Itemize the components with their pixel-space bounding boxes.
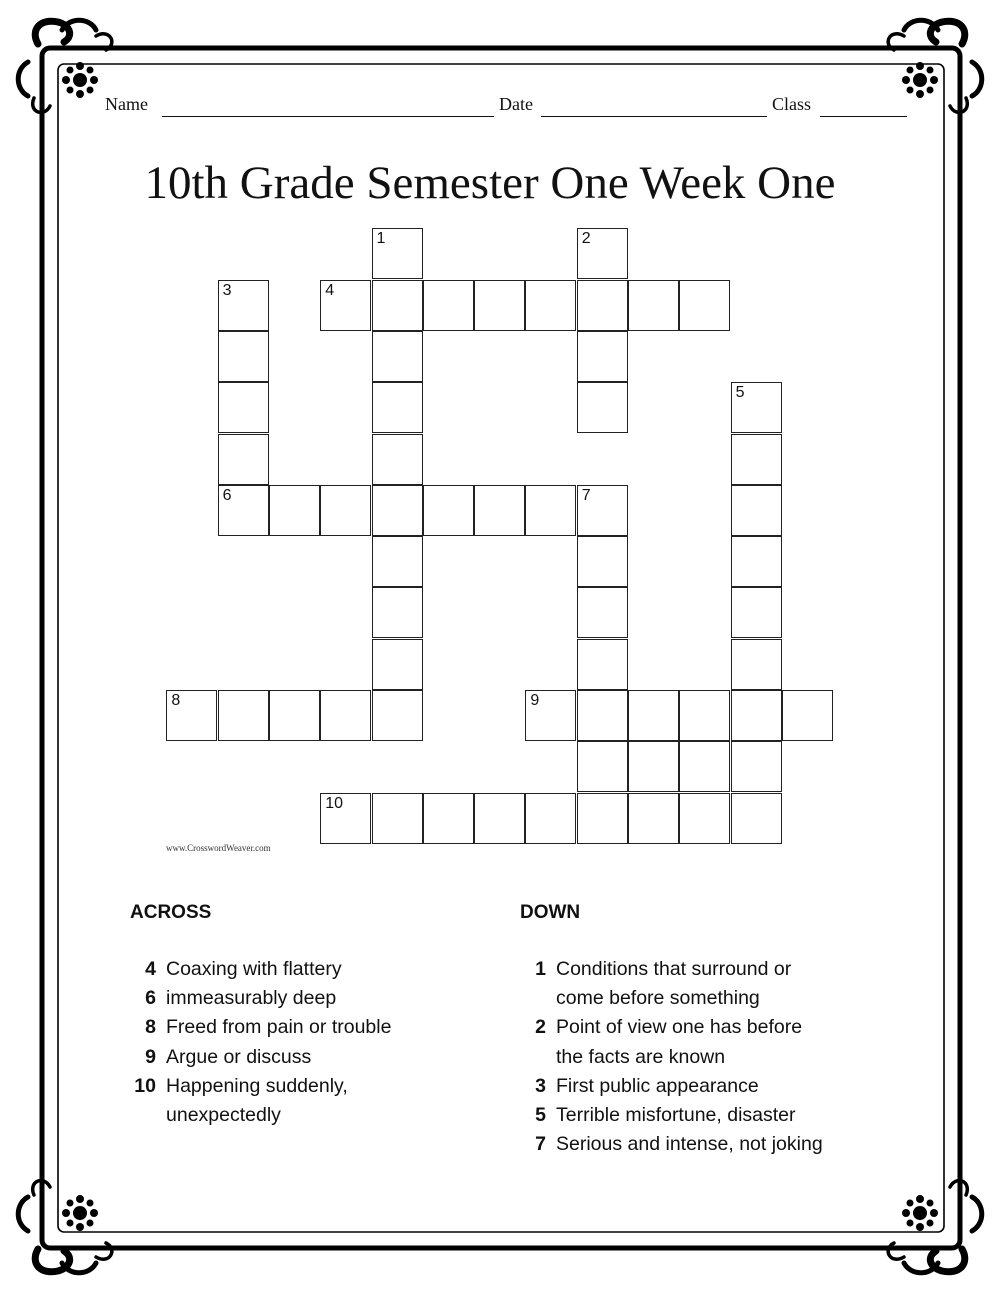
clue-text: Conditions that surround or <box>556 958 792 980</box>
grid-cell[interactable] <box>474 793 525 844</box>
grid-cell[interactable] <box>372 280 423 331</box>
grid-cell[interactable] <box>731 741 782 792</box>
grid-cell[interactable] <box>320 793 371 844</box>
grid-cell[interactable] <box>577 690 628 741</box>
clue-number: 6 <box>222 486 232 504</box>
grid-cell[interactable] <box>423 485 474 536</box>
clue-number: 8 <box>145 1016 156 1039</box>
grid-cell[interactable] <box>218 485 269 536</box>
grid-cell[interactable] <box>628 793 679 844</box>
clue-number: 3 <box>535 1074 546 1097</box>
grid-cell[interactable] <box>731 434 782 485</box>
grid-cell[interactable] <box>269 690 320 741</box>
grid-cell[interactable] <box>577 382 628 433</box>
clue-number: 8 <box>171 692 181 709</box>
grid-cell[interactable] <box>577 280 628 331</box>
grid-cell[interactable] <box>423 280 474 331</box>
clue-text: Argue or discuss <box>166 1045 312 1068</box>
page-title: 10th Grade Semester One Week One <box>144 157 836 209</box>
grid-cell[interactable] <box>731 587 782 638</box>
grid-cell[interactable] <box>731 485 782 536</box>
clue-number: 4 <box>145 958 156 980</box>
clue-number: 7 <box>535 1133 546 1156</box>
grid-cell[interactable] <box>577 331 628 382</box>
grid-cell[interactable] <box>525 280 576 331</box>
grid-cell[interactable] <box>372 793 423 844</box>
grid-cell[interactable] <box>628 741 679 792</box>
date-label: Date <box>499 94 533 114</box>
credit-text: www.CrosswordWeaver.com <box>166 843 271 853</box>
grid-cell[interactable] <box>525 793 576 844</box>
grid-cell[interactable] <box>731 536 782 587</box>
grid-cell[interactable] <box>372 639 423 690</box>
grid-cell[interactable] <box>525 485 576 536</box>
grid-cell[interactable] <box>372 434 423 485</box>
clue-number: 6 <box>145 987 156 1010</box>
clue-number: 9 <box>145 1045 156 1068</box>
clue-text: unexpectedly <box>166 1103 281 1126</box>
grid-cell[interactable] <box>372 331 423 382</box>
corner-ornament-bottom-left <box>18 1181 112 1273</box>
grid-cell[interactable] <box>218 690 269 741</box>
grid-cell[interactable] <box>577 536 628 587</box>
grid-cell[interactable] <box>218 331 269 382</box>
grid-cell[interactable] <box>782 690 833 741</box>
grid-cell[interactable] <box>577 741 628 792</box>
clue-text: Freed from pain or trouble <box>166 1016 392 1039</box>
clue-number: 1 <box>535 958 546 980</box>
grid-cell[interactable] <box>320 690 371 741</box>
grid-cell[interactable] <box>166 690 217 741</box>
clue-text: immeasurably deep <box>166 987 337 1010</box>
clue-number: 7 <box>581 486 591 504</box>
grid-cell[interactable] <box>218 280 269 331</box>
grid-cell[interactable] <box>577 793 628 844</box>
class-label: Class <box>772 94 812 114</box>
grid-cell[interactable] <box>372 228 423 279</box>
grid-cell[interactable] <box>731 690 782 741</box>
grid-cell[interactable] <box>372 485 423 536</box>
grid-cell[interactable] <box>679 280 730 331</box>
grid-cell[interactable] <box>577 639 628 690</box>
clue-text: the facts are known <box>556 1045 726 1068</box>
grid-cell[interactable] <box>731 382 782 433</box>
grid-cell[interactable] <box>628 690 679 741</box>
name-label: Name <box>105 94 148 114</box>
grid-cell[interactable] <box>679 793 730 844</box>
grid-cell[interactable] <box>525 690 576 741</box>
clue-number: 5 <box>535 1104 546 1126</box>
grid-cell[interactable] <box>628 280 679 331</box>
across-heading: ACROSS <box>130 902 212 923</box>
grid-cell[interactable] <box>269 485 320 536</box>
grid-cell[interactable] <box>372 536 423 587</box>
clue-number: 10 <box>325 794 343 812</box>
grid-cell[interactable] <box>320 280 371 331</box>
grid-cell[interactable] <box>577 228 628 279</box>
clue-text: come before something <box>556 987 760 1010</box>
clue-number: 2 <box>535 1016 546 1039</box>
grid-cell[interactable] <box>474 485 525 536</box>
grid-cell[interactable] <box>474 280 525 331</box>
grid-cell[interactable] <box>731 639 782 690</box>
grid-cell[interactable] <box>372 587 423 638</box>
grid-cell[interactable] <box>372 690 423 741</box>
clue-text: Serious and intense, not joking <box>556 1133 823 1156</box>
clue-number: 4 <box>325 281 335 299</box>
clue-text: Terrible misfortune, disaster <box>556 1104 796 1126</box>
grid-cell[interactable] <box>320 485 371 536</box>
grid-cell[interactable] <box>218 382 269 433</box>
grid-cell[interactable] <box>731 793 782 844</box>
grid-cell[interactable] <box>679 741 730 792</box>
clue-number: 3 <box>222 281 232 299</box>
grid-cell[interactable] <box>577 587 628 638</box>
grid-cell[interactable] <box>577 485 628 536</box>
grid-cell[interactable] <box>218 434 269 485</box>
clue-number: 5 <box>735 384 745 402</box>
clue-text: Point of view one has before <box>556 1016 803 1039</box>
clue-number: 1 <box>376 230 386 248</box>
grid-cell[interactable] <box>679 690 730 741</box>
clue-text: Coaxing with flattery <box>166 958 342 980</box>
clue-number: 9 <box>530 692 540 709</box>
grid-cell[interactable] <box>423 793 474 844</box>
corner-ornament-bottom-right <box>888 1181 982 1273</box>
grid-cell[interactable] <box>372 382 423 433</box>
clue-text: First public appearance <box>556 1074 759 1097</box>
clue-text: Happening suddenly, <box>166 1074 348 1097</box>
clue-number: 10 <box>134 1074 156 1097</box>
down-heading: DOWN <box>520 902 581 923</box>
clue-number: 2 <box>581 230 591 248</box>
